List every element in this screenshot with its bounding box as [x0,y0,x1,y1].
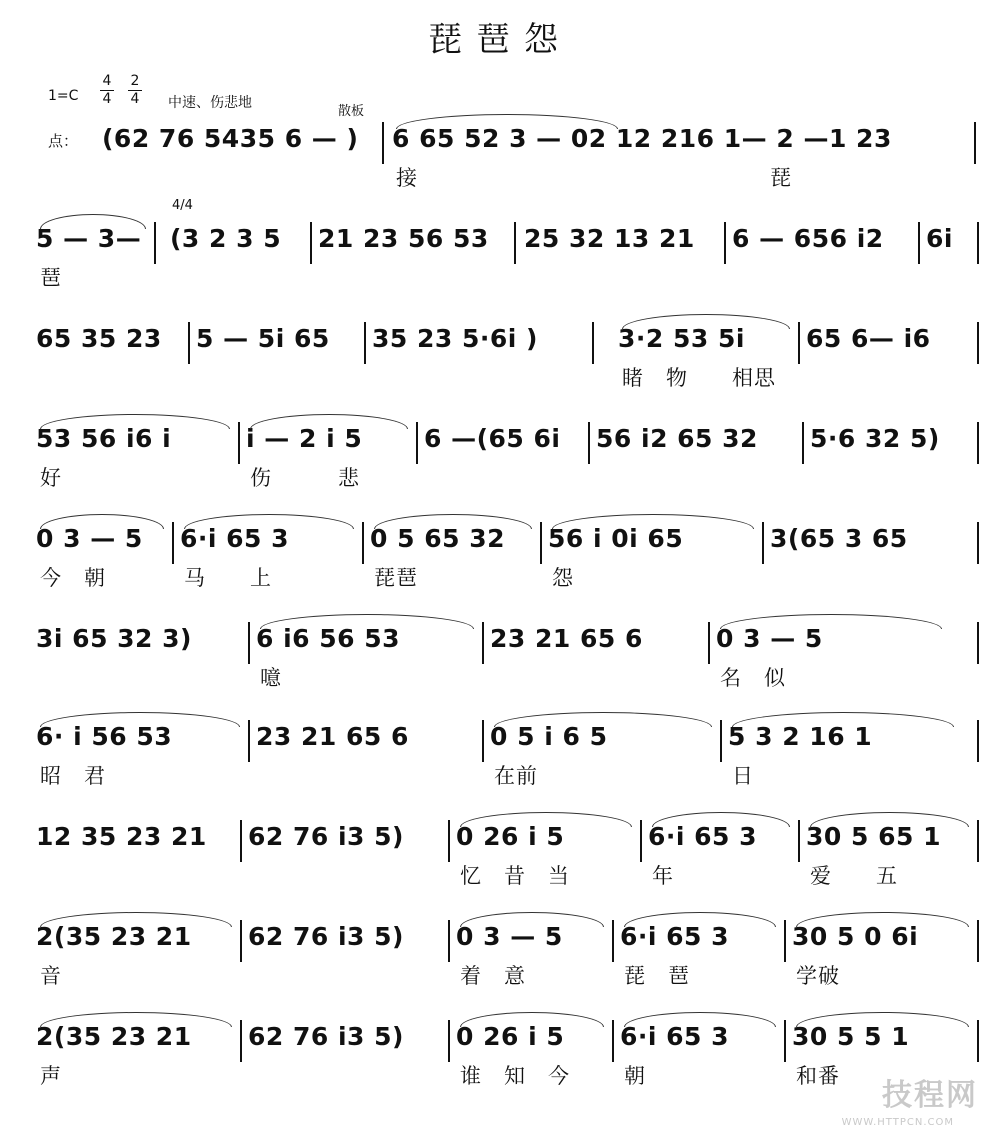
barline [482,622,484,664]
notation-segment: i — 2 i 5 [246,424,363,453]
barline [784,920,786,962]
barline [977,1020,979,1062]
notation-segment: 65 35 23 [36,324,162,353]
slur-mark [374,514,532,529]
barline [977,622,979,664]
notation-segment: 6·i 65 3 [620,922,730,951]
slur-mark [720,614,942,629]
notation-segment: 56 i 0i 65 [548,524,684,553]
barline [592,322,594,364]
barline [416,422,418,464]
slur-mark [40,414,230,429]
slur-mark [796,912,969,927]
barline [784,1020,786,1062]
tempo-marking: 中速、伤悲地 [168,95,252,111]
barline [364,322,366,364]
barline [798,820,800,862]
notation-segment: 21 23 56 53 [318,224,489,253]
barline [720,720,722,762]
slur-mark [40,514,164,529]
key-signature: 1=C [48,88,79,104]
notation-segment: 5 — 5i 65 [196,324,330,353]
barline [974,122,976,164]
barline [762,522,764,564]
barline [382,122,384,164]
lyric-segment: 怨 [552,566,574,590]
lyric-segment: 在前 [494,764,538,788]
lyric-segment: 接 琵 [396,166,792,190]
barline [248,720,250,762]
watermark-url: WWW.HTTPCN.COM [841,1117,954,1128]
notation-segment: 53 56 i6 i [36,424,172,453]
lyric-segment: 音 [40,964,62,988]
notation-segment: 0 5 65 32 [370,524,505,553]
slur-mark [250,414,408,429]
lyric-segment: 着 意 [460,964,526,988]
slur-mark [40,912,232,927]
time-signature-4-4 [100,74,114,107]
lyric-segment: 昭 君 [40,764,106,788]
notation-segment: 6 — 656 i2 [732,224,884,253]
barline [448,920,450,962]
barline [482,720,484,762]
notation-segment: 6 —(65 6i [424,424,561,453]
slur-mark [260,614,474,629]
lyric-segment: 爱 五 [810,864,898,888]
lyric-segment: 朝 [624,1064,646,1088]
slur-mark [810,812,969,827]
notation-segment: 6·i 65 3 [180,524,290,553]
barline [798,322,800,364]
slur-mark [796,1012,969,1027]
lyric-segment: 名 似 [720,666,786,690]
notation-segment: 23 21 65 6 [490,624,643,653]
barline [240,1020,242,1062]
intro-label: 点： [48,132,79,150]
slur-mark [624,912,776,927]
notation-segment: 62 76 i3 5) [248,822,404,851]
notation-segment: 0 3 — 5 [456,922,563,951]
notation-segment: 0 5 i 6 5 [490,722,608,751]
lyric-segment: 伤 悲 [250,466,360,490]
lyric-segment: 和番 [796,1064,840,1088]
barline [362,522,364,564]
slur-mark [624,1012,776,1027]
slur-mark [40,1012,232,1027]
barline [612,920,614,962]
notation-segment: 3i 65 32 3) [36,624,192,653]
barline [238,422,240,464]
lyric-segment: 忆 昔 当 [460,864,570,888]
notation-segment: 6·i 65 3 [648,822,758,851]
lyric-segment: 年 [652,864,674,888]
barline [977,820,979,862]
barline [977,920,979,962]
barline [802,422,804,464]
time-signature-bottom: 4 [130,91,140,107]
barline [588,422,590,464]
free-tempo-marking: 散板 [338,104,365,119]
lyric-segment: 学破 [796,964,840,988]
notation-segment: 5 — 3— [36,224,142,253]
lyric-segment: 今 朝 [40,566,106,590]
slur-mark [460,812,632,827]
notation-segment: (62 76 5435 6 — ) [102,124,359,153]
barline [448,820,450,862]
lyric-segment: 谁 知 今 [460,1064,570,1088]
barline [640,820,642,862]
slur-mark [460,1012,604,1027]
barline [240,820,242,862]
lyric-segment: 琵琶 [374,566,418,590]
barline [154,222,156,264]
notation-segment: 62 76 i3 5) [248,922,404,951]
slur-mark [652,812,790,827]
watermark-logo: 技程网 [882,1078,978,1113]
lyric-segment: 琵 琶 [624,964,690,988]
lyric-segment: 马 上 [184,566,272,590]
notation-segment: 0 3 — 5 [716,624,823,653]
barline [172,522,174,564]
notation-segment: 3(65 3 65 [770,524,908,553]
slur-mark [396,114,618,129]
time-signature-top: 4 [102,73,112,89]
slur-mark [622,314,790,329]
barline [514,222,516,264]
notation-segment: 5 3 2 16 1 [728,722,873,751]
time-signature-bottom: 4 [102,91,112,107]
barline [310,222,312,264]
time-signature-2-4 [128,74,142,107]
notation-segment: 6·i 65 3 [620,1022,730,1051]
notation-segment: 35 23 5·6i ) [372,324,538,353]
lyric-segment: 好 [40,466,62,490]
notation-segment: 6i [926,224,953,253]
notation-segment: 30 5 5 1 [792,1022,910,1051]
lyric-segment: 日 [732,764,754,788]
barline [724,222,726,264]
notation-segment: 3·2 53 5i [618,324,745,353]
notation-segment: 30 5 0 6i [792,922,919,951]
notation-segment: 25 32 13 21 [524,224,695,253]
barline [188,322,190,364]
lyric-segment: 声 [40,1064,62,1088]
notation-segment: 62 76 i3 5) [248,1022,404,1051]
slur-mark [552,514,754,529]
notation-segment: 65 6— i6 [806,324,931,353]
barline [977,222,979,264]
notation-segment: (3 2 3 5 [170,224,282,253]
barline [977,422,979,464]
notation-segment: 2(35 23 21 [36,922,192,951]
barline [248,622,250,664]
meter-change: 4/4 [172,198,193,213]
lyric-segment: 琶 [40,266,62,290]
barline [977,322,979,364]
notation-segment: 6· i 56 53 [36,722,173,751]
slur-mark [732,712,954,727]
barline [612,1020,614,1062]
barline [918,222,920,264]
barline [977,522,979,564]
barline [240,920,242,962]
slur-mark [494,712,712,727]
notation-segment: 23 21 65 6 [256,722,409,751]
notation-segment: 56 i2 65 32 [596,424,758,453]
barline [708,622,710,664]
slur-mark [460,912,604,927]
barline [540,522,542,564]
lyric-segment: 睹 物 相思 [622,366,776,390]
notation-segment: 2(35 23 21 [36,1022,192,1051]
slur-mark [40,214,146,229]
barline [448,1020,450,1062]
notation-segment: 0 3 — 5 [36,524,143,553]
notation-segment: 5·6 32 5) [810,424,940,453]
time-signature-top: 2 [130,73,140,89]
lyric-segment: 噫 [260,666,282,690]
notation-segment: 12 35 23 21 [36,822,207,851]
slur-mark [184,514,354,529]
notation-segment: 0 26 i 5 [456,822,565,851]
song-title: 琵琶怨 [428,20,572,60]
barline [977,720,979,762]
notation-segment: 30 5 65 1 [806,822,941,851]
slur-mark [40,712,240,727]
notation-segment: 0 26 i 5 [456,1022,565,1051]
notation-segment: 6 i6 56 53 [256,624,401,653]
notation-segment: 6 65 52 3 — 02 12 216 1— 2 —1 23 [392,124,892,153]
